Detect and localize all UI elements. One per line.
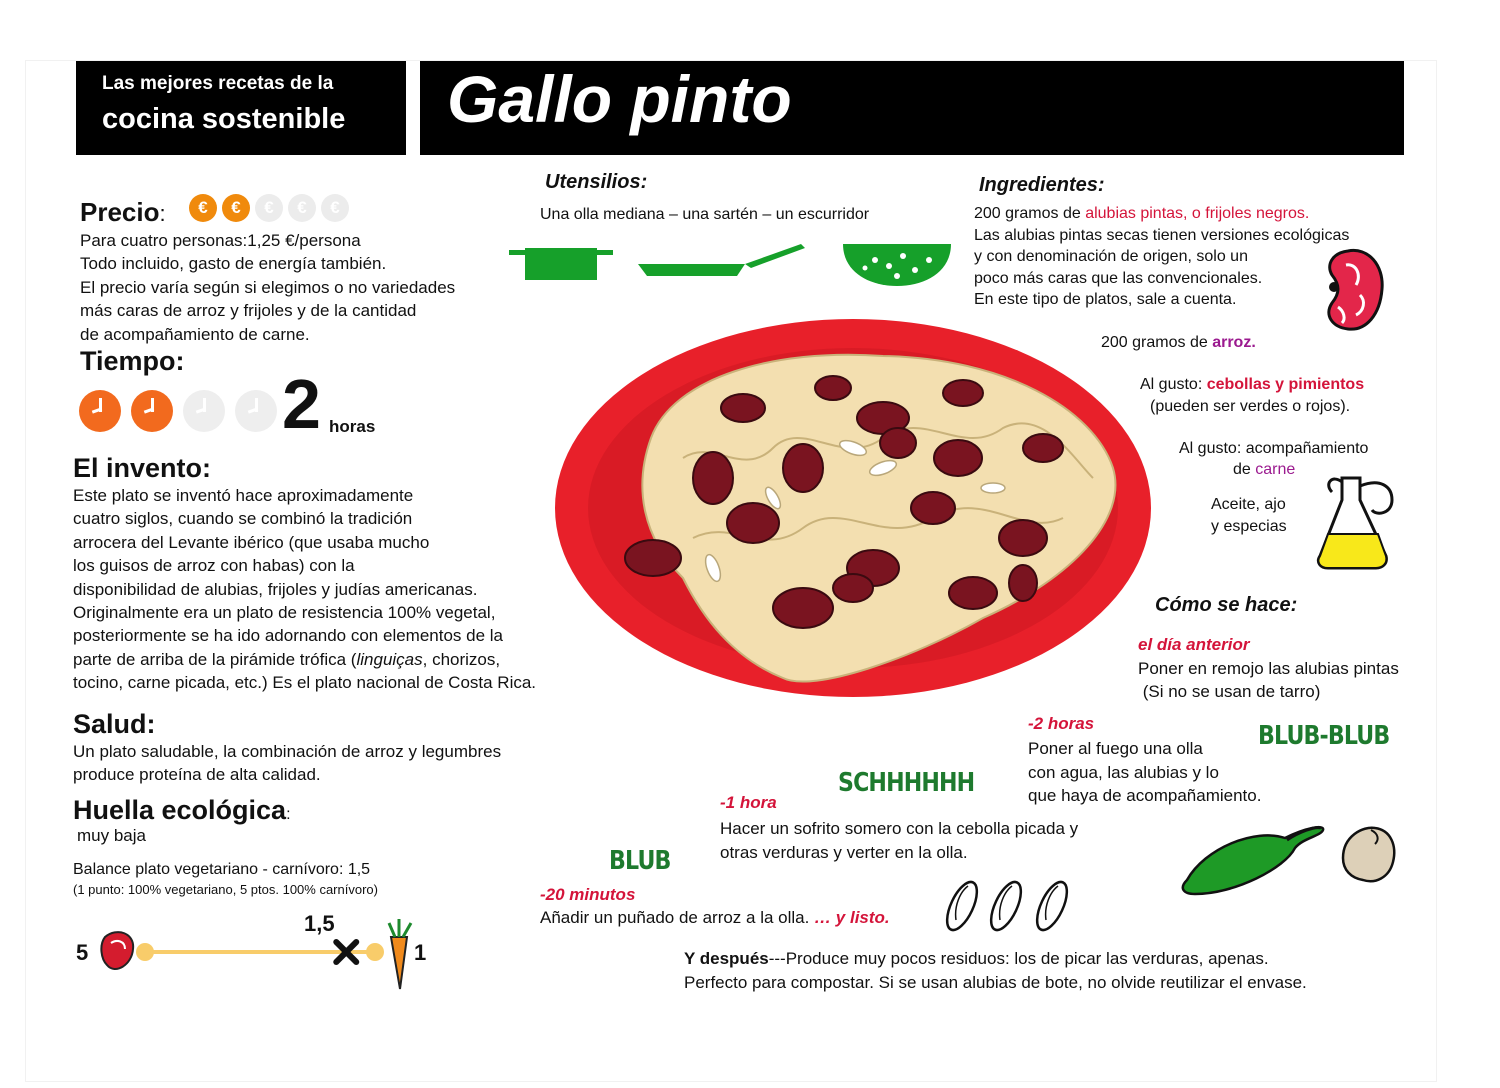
utensilios-heading: Utensilios: xyxy=(545,171,648,193)
invento-text xyxy=(73,484,536,695)
oil-bottle-icon xyxy=(1310,470,1405,572)
scale-endpoint-right xyxy=(366,943,384,961)
invento-heading: El invento: xyxy=(73,453,212,483)
step1-time: el día anterior xyxy=(1138,635,1250,654)
invento-line-3: arrocera del Levante ibérico (que usaba mucho xyxy=(73,532,430,552)
series-title-box xyxy=(76,61,406,155)
precio-heading xyxy=(80,197,166,228)
euro-coin-icon: € xyxy=(288,194,316,222)
invento-line-2: cuatro siglos, cuando se combinó la tradición xyxy=(73,509,413,529)
balance-note: (1 punto: 100% vegetariano, 5 ptos. 100% carnívoro) xyxy=(73,882,378,897)
euro-coin-icon: € xyxy=(222,194,250,222)
utensils-row xyxy=(505,236,985,288)
invento-line-9: tocino, carne picada, etc.) Es el plato nacional de Costa Rica. xyxy=(73,673,537,693)
step3-time: -1 hora xyxy=(720,793,777,812)
time-unit: horas xyxy=(329,417,376,436)
salud-text xyxy=(73,740,501,787)
precio-label: Precio xyxy=(80,197,160,227)
invento-line-4: los guisos de arroz con habas) con la xyxy=(73,556,355,576)
clock-icon xyxy=(235,390,277,432)
salud-line-2: produce proteína de alta calidad. xyxy=(73,765,321,785)
precio-line-5: de acompañamiento de carne. xyxy=(80,324,310,344)
scale-value-label: 1,5 xyxy=(304,911,335,936)
step2-text: Poner al fuego una olla con agua, las alubias y lo que haya de acompañamiento. xyxy=(1028,739,1262,805)
gallo-pinto-plate xyxy=(553,318,1153,700)
balance-text: Balance plato vegetariano - carnívoro: 1,5 xyxy=(73,861,371,878)
como-heading: Cómo se hace: xyxy=(1155,594,1298,616)
huella-colon: : xyxy=(286,806,291,823)
despues-label: Y después xyxy=(684,949,769,968)
price-coins xyxy=(189,194,354,222)
clock-icon xyxy=(183,390,225,432)
green-pepper-icon xyxy=(1183,827,1323,894)
sfx-schhh: SCHHHHHH xyxy=(838,768,975,798)
invento-line-1: Este plato se inventó hace aproximadamente xyxy=(73,486,414,505)
scale-right-label: 1 xyxy=(414,940,427,965)
vegetables xyxy=(1175,818,1415,898)
invento-line-6: Originalmente era un plato de resistencia 100% vegetal, xyxy=(73,603,496,623)
invento-line-5: disponibilidad de alubias, frijoles y judías americanas. xyxy=(73,579,478,599)
step1-line1: Poner en remojo las alubias pintas xyxy=(1138,659,1399,678)
precio-colon: : xyxy=(159,201,166,226)
salud-line-1: Un plato saludable, la combinación de arroz y legumbres xyxy=(73,742,502,761)
veg-carn-scale xyxy=(95,915,425,995)
scale-endpoint-left xyxy=(136,943,154,961)
recipe-title-box xyxy=(420,61,1404,155)
aceite-line2: y especias xyxy=(1211,518,1287,535)
sfx-blub-blub: BLUB-BLUB xyxy=(1258,721,1390,751)
time-clocks xyxy=(79,390,287,437)
salud-heading: Salud: xyxy=(73,709,156,739)
precio-text xyxy=(80,229,455,346)
despues-text: Y después---Produce muy pocos residuos: los de picar las verduras, apenas. Perfecto para compostar. Si se usan alubias de bote, no olvide reutilizar el envase. xyxy=(684,949,1307,992)
colander-icon xyxy=(843,244,951,286)
clock-icon xyxy=(131,390,173,432)
aceite-line1: Aceite, ajo xyxy=(1211,496,1286,513)
bean-icon xyxy=(1318,245,1390,335)
clock-icon xyxy=(79,390,121,432)
sfx-blub: BLUB xyxy=(609,846,671,876)
ingredientes-main: 200 gramos de alubias pintas, o frijoles negros. Las alubias pintas secas tienen versiones ecológicas y con denominación de origen, solo un poco más caras que las convencionales. En este tipo de platos, sale a cuenta. xyxy=(974,205,1350,308)
recipe-title: Gallo pinto xyxy=(447,62,792,136)
arroz-line: 200 gramos de arroz. xyxy=(1101,334,1256,351)
huella-heading xyxy=(73,795,291,826)
ingredientes-heading: Ingredientes: xyxy=(979,174,1105,196)
step3-text: Hacer un sofrito somero con la cebolla picada y otras verduras y verter en la olla. xyxy=(720,819,1079,862)
huella-value: muy baja xyxy=(77,826,146,845)
series-title-line1: Las mejores recetas de la xyxy=(102,73,334,94)
step1-line2: (Si no se usan de tarro) xyxy=(1138,682,1321,701)
euro-coin-icon: € xyxy=(255,194,283,222)
step4-text: Añadir un puñado de arroz a la olla. … y listo. xyxy=(540,908,890,927)
precio-line-2: Todo incluido, gasto de energía también. xyxy=(80,254,387,274)
acomp-line2: de carne xyxy=(1233,461,1296,478)
carrot-icon xyxy=(389,919,411,989)
cebollas-note: (pueden ser verdes o rojos). xyxy=(1150,398,1351,415)
euro-coin-icon: € xyxy=(189,194,217,222)
invento-line-7: posteriormente se ha ido adornando con elementos de la xyxy=(73,626,504,646)
utensilios-text: Una olla mediana – una sartén – un escurridor xyxy=(540,206,870,223)
huella-label: Huella ecológica xyxy=(73,795,287,825)
rice-grains xyxy=(942,876,1082,936)
series-title-line2: cocina sostenible xyxy=(102,103,346,135)
euro-coin-icon: € xyxy=(321,194,349,222)
acomp-line1: Al gusto: acompañamiento xyxy=(1179,440,1369,457)
invento-line-8: parte de arriba de la pirámide trófica (linguiças, chorizos, xyxy=(73,649,501,669)
precio-line-1: Para cuatro personas:1,25 €/persona xyxy=(80,231,361,250)
alubias-highlight: alubias pintas, o frijoles negros. xyxy=(1085,205,1310,222)
pot-icon xyxy=(509,248,613,280)
frying-pan-icon xyxy=(638,244,805,276)
rice-grain-icon xyxy=(942,878,1073,934)
precio-line-3: El precio varía según si elegimos o no variedades xyxy=(80,277,456,297)
step4-time: -20 minutos xyxy=(540,885,636,904)
scale-left-label: 5 xyxy=(76,940,89,965)
cebollas-line: Al gusto: cebollas y pimientos xyxy=(1140,376,1365,393)
onion-icon xyxy=(1343,828,1394,881)
time-value: 2 xyxy=(282,365,321,443)
step2-time: -2 horas xyxy=(1028,714,1095,733)
tiempo-heading: Tiempo: xyxy=(80,346,185,376)
precio-line-4: más caras de arroz y frijoles y de la cantidad xyxy=(80,301,417,321)
meat-icon xyxy=(101,932,133,969)
